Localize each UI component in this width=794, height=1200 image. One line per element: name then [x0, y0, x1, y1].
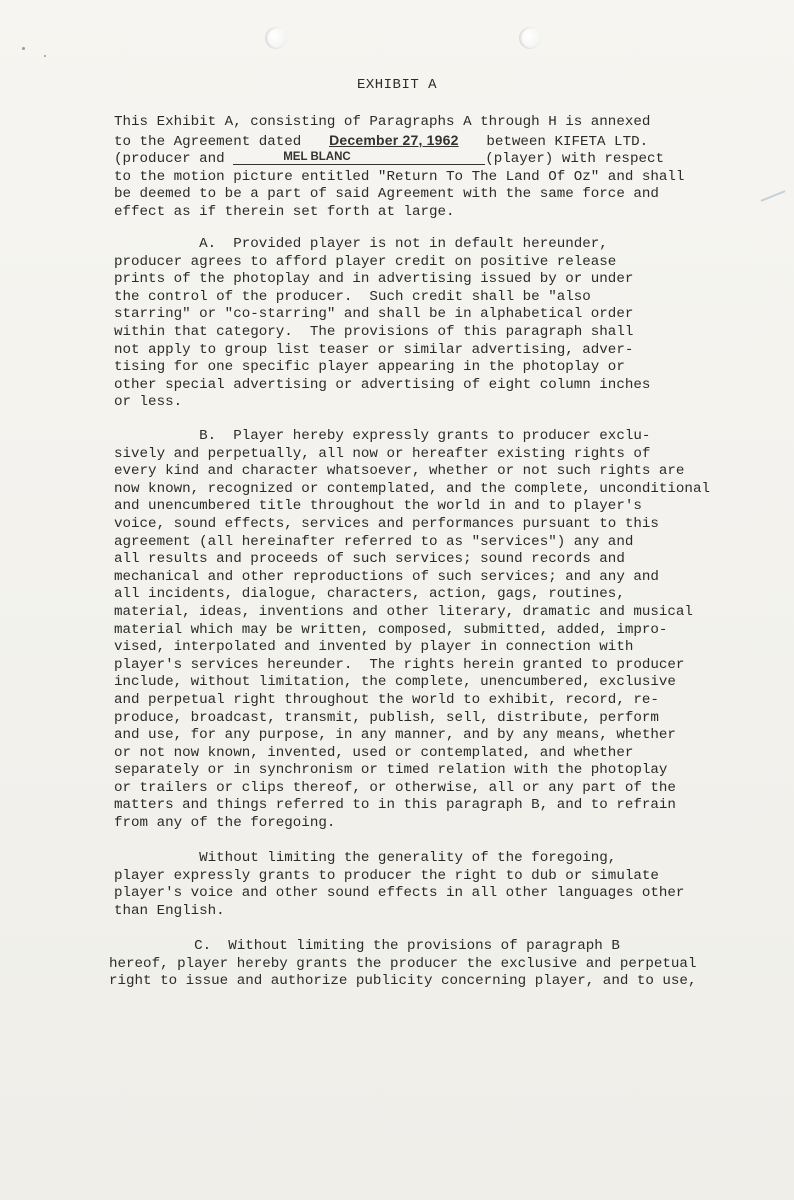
text-line: right to issue and authorize publicity concerning player, and to use,	[109, 973, 697, 990]
text-line: mechanical and other reproductions of such services; and any and	[114, 568, 659, 585]
text-line: agreement (all hereinafter referred to as "services") any and	[114, 533, 634, 550]
text-line: produce, broadcast, transmit, publish, sell, distribute, perform	[114, 709, 659, 726]
text-line: every kind and character whatsoever, whether or not such rights are	[114, 463, 685, 480]
text-line: voice, sound effects, services and performances pursuant to this	[114, 515, 659, 532]
paragraph-a	[114, 236, 774, 412]
punch-hole-right	[519, 27, 541, 49]
agreement-date-field: December 27, 1962	[329, 131, 459, 148]
exhibit-title: EXHIBIT A	[356, 77, 438, 93]
text-line: Without limiting the generality of the foregoing,	[114, 850, 617, 866]
text-line: vised, interpolated and invented by player in connection with	[114, 639, 634, 656]
text-line: and use, for any purpose, in any manner, and by any means, whether	[114, 727, 676, 744]
text-line: and unencumbered title throughout the world in and to player's	[114, 498, 642, 515]
text-line: or less.	[114, 394, 183, 411]
text-line: other special advertising or advertising of eight column inches	[114, 376, 651, 393]
intro-line-text: between KIFETA LTD.	[477, 133, 649, 150]
text-line: matters and things referred to in this paragraph B, and to refrain	[114, 797, 676, 814]
intro-line	[114, 151, 774, 169]
text-line: the control of the producer. Such credit shall be "also	[114, 288, 591, 305]
text-line: A. Provided player is not in default hereunder,	[114, 236, 608, 252]
text-line: player expressly grants to producer the right to dub or simulate	[114, 867, 659, 884]
text-line: to the motion picture entitled "Return To The Land Of Oz" and shall	[114, 168, 685, 185]
text-line: within that category. The provisions of this paragraph shall	[114, 323, 634, 340]
intro-line-text: to the Agreement dated	[114, 133, 310, 150]
intro-line	[114, 132, 774, 152]
player-name-field: MEL BLANC	[283, 151, 351, 164]
intro-line: This Exhibit A, consisting of Paragraphs A through H is annexed	[114, 114, 651, 130]
text-line: all incidents, dialogue, characters, action, gags, routines,	[114, 586, 625, 603]
intro-line-text: (player) with respect	[485, 151, 664, 168]
text-line: B. Player hereby expressly grants to producer exclu-	[114, 428, 651, 444]
paper-speck	[44, 55, 46, 57]
text-line: material, ideas, inventions and other literary, dramatic and musical	[114, 603, 693, 620]
text-line: separately or in synchronism or timed relation with the photoplay	[114, 762, 668, 779]
text-line: tising for one specific player appearing in the photoplay or	[114, 359, 625, 376]
text-line: or not now known, invented, used or contemplated, and whether	[114, 744, 634, 761]
text-line: player's voice and other sound effects in all other languages other	[114, 885, 685, 902]
intro-paragraph	[114, 114, 774, 222]
text-line: material which may be written, composed, submitted, added, impro-	[114, 621, 668, 638]
punch-hole-left	[265, 27, 287, 49]
text-line: producer agrees to afford player credit on positive release	[114, 253, 617, 270]
text-line: all results and proceeds of such services; sound records and	[114, 551, 625, 568]
text-line: from any of the foregoing.	[114, 815, 336, 832]
text-line: include, without limitation, the complete, unencumbered, exclusive	[114, 674, 676, 691]
text-line: effect as if therein set forth at large.	[114, 203, 455, 220]
player-name-blank	[233, 150, 485, 165]
paragraph-b	[114, 428, 774, 833]
paragraph-c	[109, 938, 769, 991]
text-line: be deemed to be a part of said Agreement with the same force and	[114, 186, 659, 203]
text-line: player's services hereunder. The rights herein granted to producer	[114, 656, 685, 673]
paragraph-b-continued	[114, 850, 774, 920]
text-line: not apply to group list teaser or similar advertising, adver-	[114, 341, 634, 358]
text-line: now known, recognized or contemplated, and the complete, unconditional	[114, 480, 710, 497]
text-line: hereof, player hereby grants the producer the exclusive and perpetual	[109, 955, 697, 972]
text-line: prints of the photoplay and in advertising issued by or under	[114, 271, 634, 288]
text-line: or trailers or clips thereof, or otherwise, all or any part of the	[114, 779, 676, 796]
intro-rest	[114, 169, 774, 222]
text-line: and perpetual right throughout the world to exhibit, record, re-	[114, 691, 659, 708]
paper-speck	[22, 47, 25, 50]
text-line: sively and perpetually, all now or hereafter existing rights of	[114, 445, 651, 462]
text-line: C. Without limiting the provisions of paragraph B	[109, 938, 620, 954]
text-line: than English.	[114, 902, 225, 919]
text-line: starring" or "co-starring" and shall be in alphabetical order	[114, 306, 634, 323]
intro-line-text: (producer and	[114, 151, 234, 168]
